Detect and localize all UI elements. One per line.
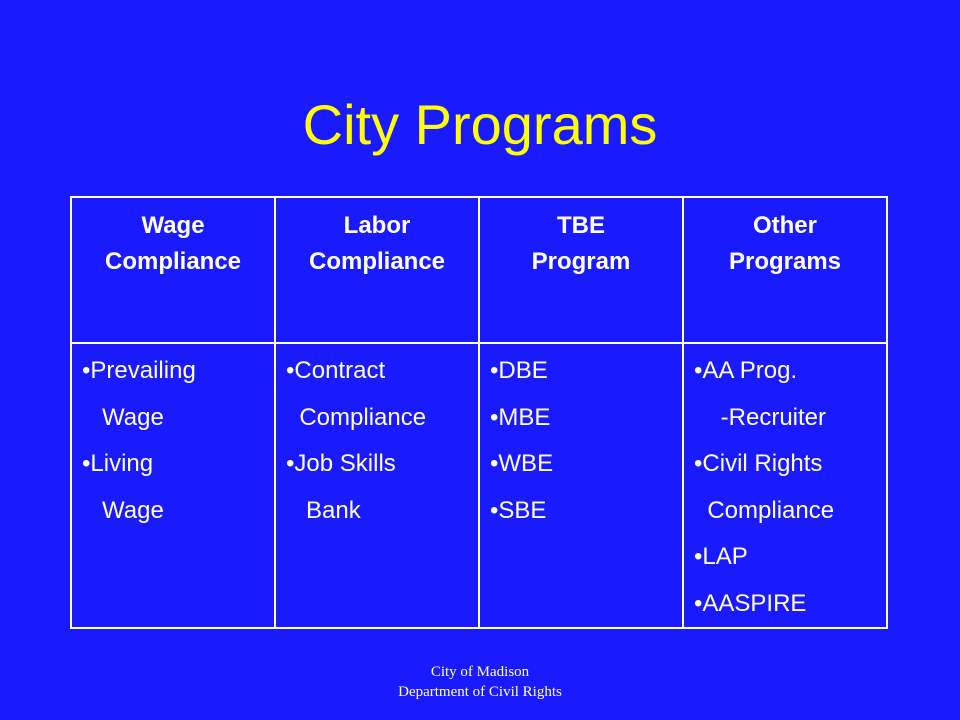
header-wage-compliance <box>71 197 275 343</box>
list-item: •AA Prog. <box>694 357 798 384</box>
list-item: Wage <box>82 496 164 524</box>
list-item: •SBE <box>490 496 547 524</box>
list-item: •Prevailing <box>82 357 196 384</box>
header-other-programs <box>683 197 887 343</box>
header-line: Compliance <box>104 248 242 275</box>
header-line: Program <box>531 248 631 275</box>
header-line: Wage <box>141 212 205 239</box>
header-line: Other <box>752 212 817 239</box>
slide-title: City Programs <box>302 93 658 156</box>
list-item: Bank <box>286 496 361 524</box>
list-item: Compliance <box>694 496 835 524</box>
labor-compliance-list <box>275 343 479 628</box>
footer-line: City of Madison <box>430 664 530 680</box>
list-item: •Contract <box>286 357 386 384</box>
other-programs-list <box>683 343 887 628</box>
header-line: Compliance <box>308 248 446 275</box>
list-item: •DBE <box>490 357 548 384</box>
list-item: -Recruiter <box>694 403 827 431</box>
slide-footer <box>0 662 960 702</box>
list-item: •MBE <box>490 403 551 431</box>
list-item: •LAP <box>694 543 748 570</box>
header-tbe-program <box>479 197 683 343</box>
tbe-program-list <box>479 343 683 628</box>
list-item: •WBE <box>490 450 554 477</box>
list-item: Wage <box>82 403 164 431</box>
header-line: Labor <box>343 212 411 239</box>
list-item: •Job Skills <box>286 450 396 477</box>
footer-line: Department of Civil Rights <box>398 684 562 700</box>
list-item: •AASPIRE <box>694 589 807 617</box>
header-line: Programs <box>728 248 842 275</box>
header-line: TBE <box>557 212 605 239</box>
programs-table <box>70 196 888 629</box>
table-header-row <box>71 197 887 343</box>
header-labor-compliance <box>275 197 479 343</box>
list-item: •Civil Rights <box>694 450 823 477</box>
wage-compliance-list <box>71 343 275 628</box>
table-body-row <box>71 343 887 628</box>
list-item: Compliance <box>286 403 427 431</box>
list-item: •Living <box>82 450 154 477</box>
